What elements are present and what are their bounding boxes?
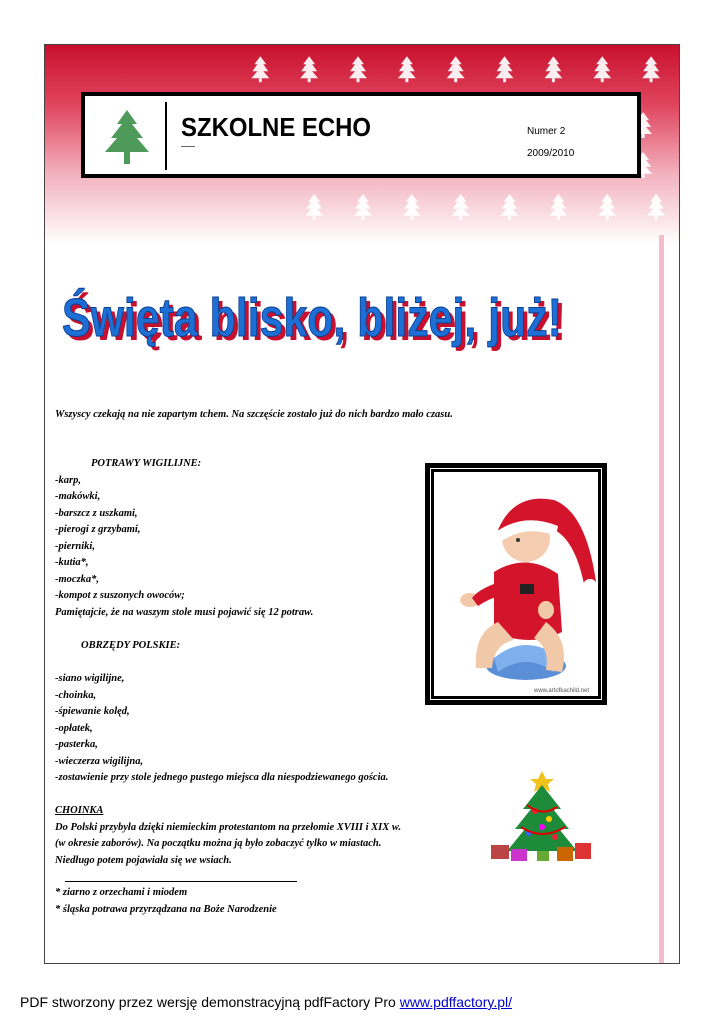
dish-item: -makówki, — [55, 491, 101, 502]
photo-watermark: www.artofkachild.net — [534, 688, 590, 694]
baby-santa-photo — [434, 472, 598, 696]
custom-item: -zostawienie przy stole jednego pustego miejsca dla niespodziewanego gościa. — [55, 772, 389, 783]
dish-item: -kompot z suszonych owoców; — [55, 590, 185, 601]
tree-heading: CHOINKA — [55, 805, 104, 816]
dish-item: -barszcz z uszkami, — [55, 508, 138, 519]
masthead — [81, 92, 641, 178]
white-tree-icon — [251, 56, 269, 82]
custom-item: -śpiewanie kolęd, — [55, 706, 130, 717]
pine-tree-icon — [99, 108, 155, 168]
newsletter-page — [44, 44, 680, 964]
white-tree-icon — [544, 56, 562, 82]
white-tree-icon — [496, 56, 514, 82]
headline — [57, 260, 597, 360]
white-tree-icon — [305, 194, 323, 220]
footer-text: PDF stworzony przez wersję demonstracyjną pdfFactory Pro — [20, 994, 400, 1010]
photo-inner-border — [430, 468, 602, 700]
newsletter-title: SZKOLNE ECHO — [181, 112, 372, 142]
white-tree-icon — [452, 194, 470, 220]
custom-item: -siano wigilijne, — [55, 673, 125, 684]
masthead-divider — [165, 102, 167, 170]
white-tree-icon — [549, 194, 567, 220]
title-underline — [181, 146, 195, 147]
pdf-footer — [20, 994, 512, 1010]
school-year: 2009/2010 — [527, 148, 575, 159]
intro-text: Wszyscy czekają na nie zapartym tchem. Na szczęście zostało już do nich bardzo mało czasu. — [55, 409, 453, 420]
dish-item: -karp, — [55, 475, 81, 486]
custom-item: -choinka, — [55, 690, 97, 701]
tree-line: Do Polski przybyła dzięki niemieckim protestantom na przełomie XVIII i XIX w. — [55, 822, 402, 833]
dish-item: -kutia*, — [55, 557, 89, 568]
headline-text: Święta blisko, bliżej, już! — [62, 288, 562, 348]
baby-illustration — [434, 472, 598, 696]
white-tree-icon — [398, 56, 416, 82]
custom-item: -pasterka, — [55, 739, 98, 750]
issue-number: Numer 2 — [527, 126, 566, 137]
footnote: * śląska potrawa przyrządzana na Boże Narodzenie — [55, 904, 277, 915]
christmas-tree-icon — [487, 765, 597, 865]
custom-item: -opłatek, — [55, 723, 93, 734]
dishes-heading: POTRAWY WIGILIJNE: — [91, 458, 202, 469]
white-tree-icon — [349, 56, 367, 82]
photo-frame — [425, 463, 607, 705]
tree-line: (w okresie zaborów). Na początku można ją było zobaczyć tylko w miastach. — [55, 838, 382, 849]
headline-shadow: Święta blisko, bliżej, już! — [66, 292, 566, 352]
white-tree-icon — [354, 194, 372, 220]
white-tree-icon — [642, 56, 660, 82]
white-tree-icon — [598, 194, 616, 220]
pdffactory-link[interactable]: www.pdffactory.pl/ — [399, 994, 513, 1010]
dish-item: -moczka*, — [55, 574, 100, 585]
dish-item: -pierniki, — [55, 541, 95, 552]
white-tree-icon — [300, 56, 318, 82]
dishes-note: Pamiętajcie, że na waszym stole musi pojawić się 12 potraw. — [55, 607, 314, 618]
white-tree-icon — [593, 56, 611, 82]
dish-item: -pierogi z grzybami, — [55, 524, 141, 535]
customs-heading: OBRZĘDY POLSKIE: — [81, 640, 181, 651]
right-rule — [659, 235, 664, 964]
custom-item: -wieczerza wigilijna, — [55, 756, 144, 767]
footnote-separator — [65, 881, 297, 882]
footnote: * ziarno z orzechami i miodem — [55, 887, 188, 898]
white-tree-icon — [647, 194, 665, 220]
white-tree-icon — [447, 56, 465, 82]
white-tree-icon — [403, 194, 421, 220]
white-tree-icon — [501, 194, 519, 220]
tree-line: Niedługo potem pojawiała się we wsiach. — [55, 855, 232, 866]
